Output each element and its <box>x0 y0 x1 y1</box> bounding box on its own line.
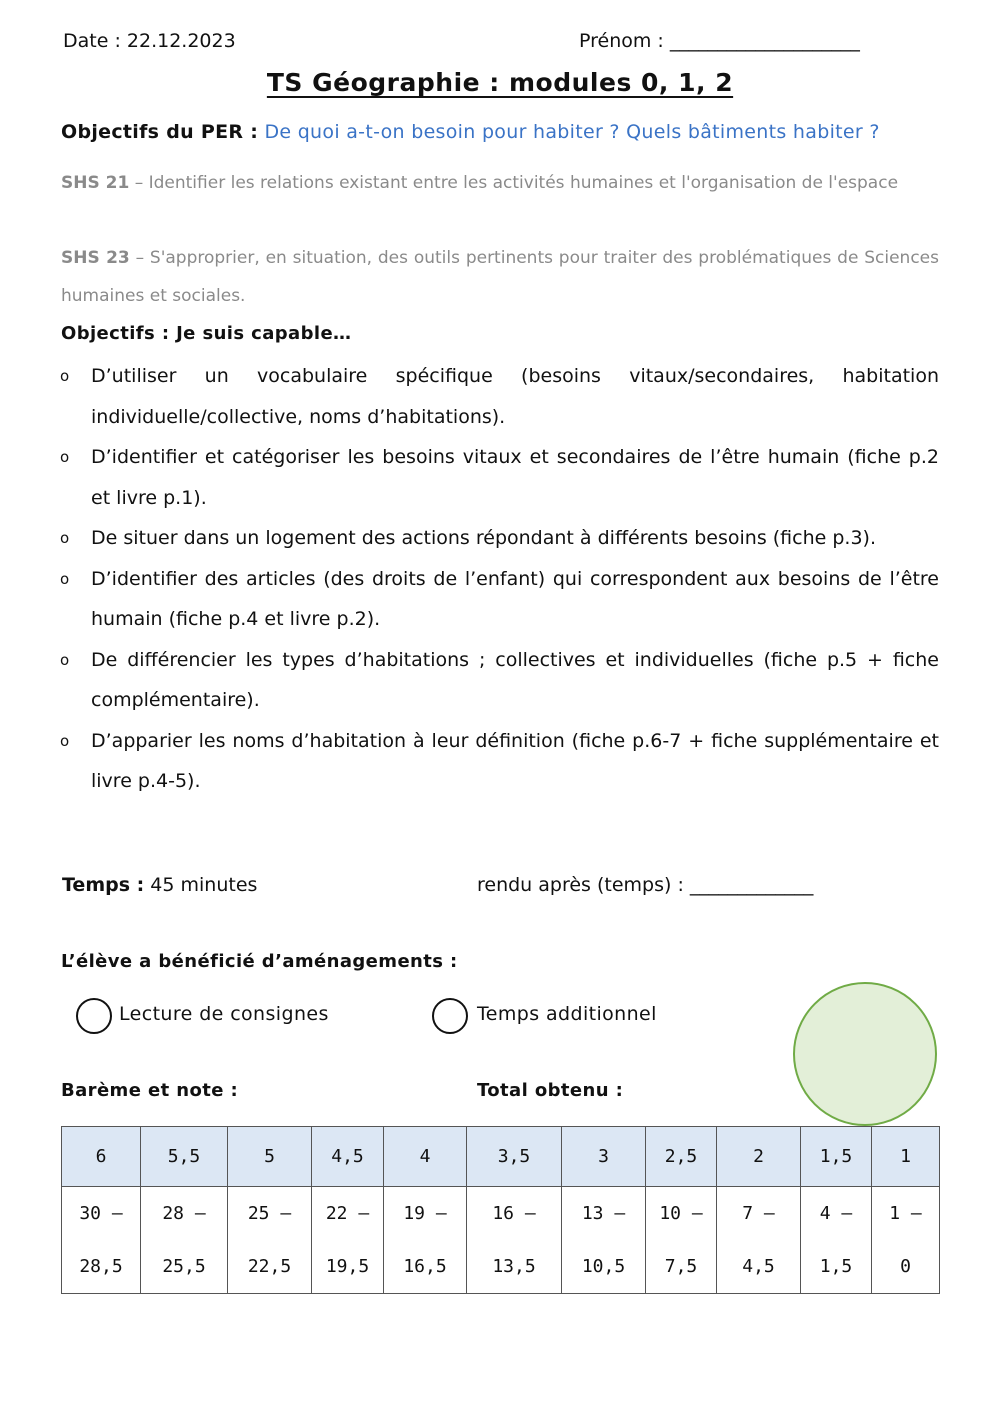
objective-text: D’identifier des articles (des droits de l’enfant) qui correspondent aux besoins de l’être humain (fiche p.4 et livre p.2). <box>91 567 939 630</box>
range-end: 0 <box>900 1256 911 1277</box>
per-objectives <box>61 121 880 143</box>
range-start: 30 – <box>79 1203 123 1224</box>
points-range-cell <box>141 1187 228 1294</box>
objective-item <box>56 721 939 802</box>
grading-table <box>61 1126 940 1294</box>
total-obtained-label: Total obtenu : <box>477 1080 624 1101</box>
shs-text: – Identifier les relations existant entre les activités humaines et l'organisation de l'espace <box>134 173 899 193</box>
grade-cell: 4,5 <box>312 1127 384 1187</box>
points-range-cell <box>646 1187 717 1294</box>
range-end: 10,5 <box>581 1256 626 1277</box>
per-label: Objectifs du PER : <box>61 121 259 143</box>
per-questions: De quoi a-t-on besoin pour habiter ? Quels bâtiments habiter ? <box>264 121 880 143</box>
bullet-icon: o <box>60 569 70 588</box>
shs-23-objective <box>61 240 939 315</box>
objective-item <box>56 559 939 640</box>
grade-row <box>62 1127 940 1187</box>
range-end: 4,5 <box>742 1256 775 1277</box>
range-start: 22 – <box>325 1203 370 1224</box>
bullet-icon: o <box>60 367 70 385</box>
objective-item <box>56 640 939 721</box>
range-end: 7,5 <box>664 1256 698 1277</box>
bullet-icon: o <box>60 448 70 466</box>
range-end: 25,5 <box>162 1256 206 1277</box>
range-start: 19 – <box>403 1203 447 1224</box>
shs-21-objective <box>61 165 939 203</box>
range-start: 10 – <box>659 1203 703 1224</box>
grade-cell: 4 <box>384 1127 467 1187</box>
points-range-cell <box>717 1187 801 1294</box>
objective-text: D’apparier les noms d’habitation à leur définition (fiche p.6-7 + fiche supplémentaire et livre p.4-5). <box>91 729 939 792</box>
grade-circle[interactable] <box>793 982 937 1126</box>
returned-after-field[interactable]: rendu après (temps) : _____________ <box>477 874 814 896</box>
range-start: 4 – <box>819 1203 853 1224</box>
objective-item <box>56 518 939 559</box>
time-allotted <box>62 874 257 896</box>
objective-item <box>56 437 939 518</box>
additional-time-label: Temps additionnel <box>477 1003 657 1025</box>
objectives-list <box>56 356 939 802</box>
grade-cell: 6 <box>62 1127 141 1187</box>
grade-cell: 1,5 <box>801 1127 872 1187</box>
objectives-title: Objectifs : Je suis capable… <box>61 323 352 344</box>
grade-cell: 3,5 <box>467 1127 562 1187</box>
grade-cell: 5 <box>228 1127 312 1187</box>
range-start: 28 – <box>162 1203 206 1224</box>
bullet-icon: o <box>60 731 70 750</box>
grade-cell: 1 <box>872 1127 940 1187</box>
bullet-icon: o <box>60 529 70 547</box>
range-end: 1,5 <box>819 1256 853 1277</box>
shs-text: – S'approprier, en situation, des outils pertinents pour traiter des problématiques de Sciences humaines et sociales. <box>61 248 939 306</box>
time-label: Temps : <box>62 874 145 896</box>
range-end: 13,5 <box>492 1256 536 1277</box>
accommodations-title: L’élève a bénéficié d’aménagements : <box>61 951 458 972</box>
range-end: 22,5 <box>247 1256 292 1277</box>
reading-instructions-label: Lecture de consignes <box>119 1003 329 1025</box>
grade-cell: 5,5 <box>141 1127 228 1187</box>
points-range-cell <box>467 1187 562 1294</box>
first-name-field[interactable]: Prénom : ____________________ <box>579 30 860 52</box>
points-range-cell <box>62 1187 141 1294</box>
page-title-text: TS Géographie : modules 0, 1, 2 <box>266 68 734 97</box>
time-value: 45 minutes <box>150 874 258 896</box>
range-start: 1 – <box>889 1203 922 1224</box>
date-label: Date : 22.12.2023 <box>63 30 236 52</box>
bullet-icon: o <box>60 650 70 669</box>
grade-cell: 2,5 <box>646 1127 717 1187</box>
range-start: 7 – <box>742 1203 775 1224</box>
range-start: 25 – <box>247 1203 292 1224</box>
objective-item <box>56 356 939 437</box>
points-range-cell <box>801 1187 872 1294</box>
range-end: 28,5 <box>79 1256 123 1277</box>
reading-instructions-radio[interactable] <box>76 998 112 1034</box>
objective-text: D’utiliser un vocabulaire spécifique (besoins vitaux/secondaires, habitation individuelle/collective, noms d’habitations). <box>91 365 939 428</box>
grade-cell: 3 <box>562 1127 646 1187</box>
points-range-cell <box>228 1187 312 1294</box>
points-range-cell <box>312 1187 384 1294</box>
range-end: 16,5 <box>403 1256 447 1277</box>
points-range-cell <box>872 1187 940 1294</box>
range-start: 13 – <box>581 1203 626 1224</box>
objective-text: De différencier les types d’habitations ; collectives et individuelles (fiche p.5 + fiche complémentaire). <box>91 648 939 711</box>
grading-scale-label: Barème et note : <box>61 1080 239 1101</box>
points-range-cell <box>562 1187 646 1294</box>
range-start: 16 – <box>492 1203 536 1224</box>
shs-code: SHS 23 <box>61 248 130 268</box>
shs-code: SHS 21 <box>61 173 130 193</box>
points-range-cell <box>384 1187 467 1294</box>
objective-text: D’identifier et catégoriser les besoins vitaux et secondaires de l’être humain (fiche p.2 et livre p.1). <box>91 446 939 509</box>
objective-text: De situer dans un logement des actions répondant à différents besoins (fiche p.3). <box>91 527 877 549</box>
points-range-row <box>62 1187 940 1294</box>
range-end: 19,5 <box>325 1256 370 1277</box>
grade-cell: 2 <box>717 1127 801 1187</box>
page-title <box>0 68 1000 97</box>
additional-time-radio[interactable] <box>432 998 468 1034</box>
